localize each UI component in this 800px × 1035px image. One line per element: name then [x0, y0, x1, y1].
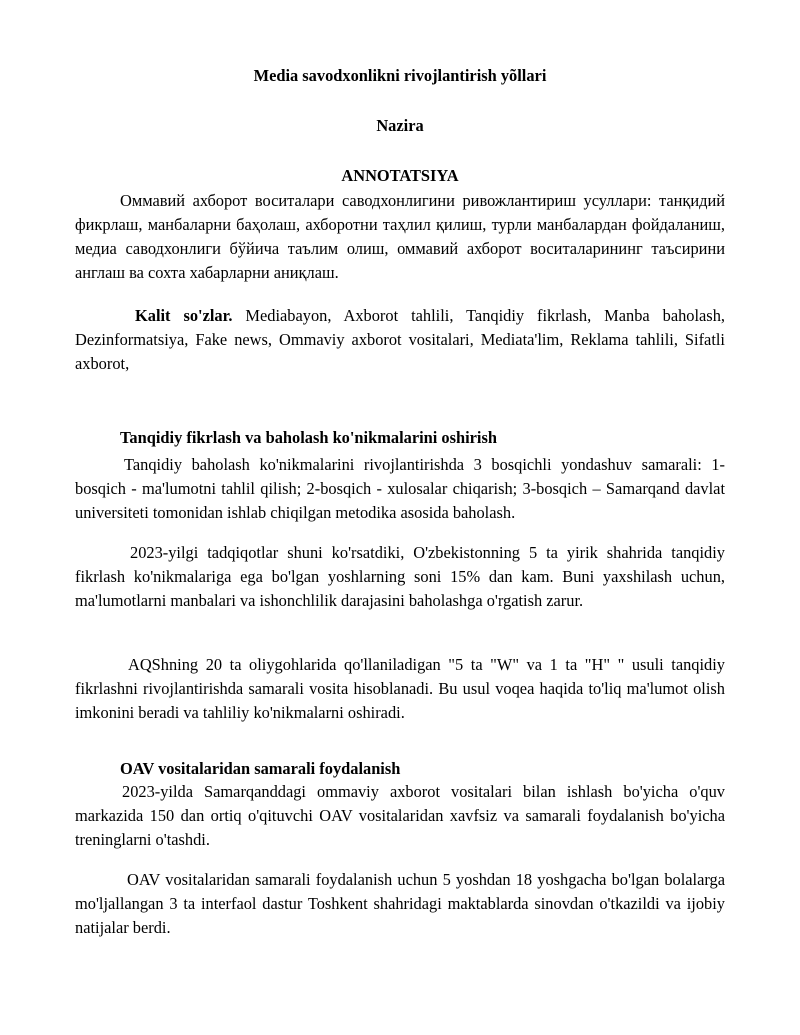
keywords-label: Kalit so'zlar. [135, 306, 233, 325]
section1-paragraph-text: 2023-yilgi tadqiqotlar shuni ko'rsatdiki, O'zbekistonning 5 ta yirik shahrida tanqidiy fikrlash ko'nikmalariga ega bo'lgan yoshlarning soni 15% dan kam. Buni yaxshilash uchun, ma'lumotlarni manbalari va ishonchlilik darajasini baholashga o'rgatish zarur. [75, 543, 725, 610]
section1-heading: Tanqidiy fikrlash va baholash ko'nikmalarini oshirish [120, 428, 497, 447]
section1-paragraph [75, 653, 725, 725]
annotation-heading: ANNOTATSIYA [341, 166, 459, 185]
annotation-text: Оммавий ахборот воситалари саводхонлигини ривожлантириш усуллари: танқидий фикрлаш, манбаларни баҳолаш, ахборотни таҳлил қилиш, турли манбалардан фойдаланиш, медиа саводхонлиги бўйича таълим олиш, оммавий ахборот воситаларининг таъсирини англаш ва сохта хабарларни аниқлаш. [75, 191, 725, 282]
document-author: Nazira [376, 116, 424, 135]
annotation-paragraph [75, 189, 725, 285]
keywords-paragraph [75, 304, 725, 376]
section1-paragraph-text: AQShning 20 ta oliygohlarida qo'llaniladigan "5 ta "W" va 1 ta "H" " usuli tanqidiy fikrlashni rivojlantirishda samarali vosita hisoblanadi. Bu usul voqea haqida to'liq ma'lumot olish imkonini beradi va tahliliy ko'nikmalarni oshiradi. [75, 655, 725, 722]
document-title: Media savodxonlikni rivojlantirish yõllari [253, 66, 547, 85]
section1-paragraph-text: Tanqidiy baholash ko'nikmalarini rivojlantirishda 3 bosqichli yondashuv samarali: 1-bosqich - ma'lumotni tahlil qilish; 2-bosqich - xulosalar chiqarish; 3-bosqich – Samarqand davlat universiteti tomonidan ishlab chiqilgan metodika asosida baholash. [75, 455, 725, 522]
section2-paragraph-text: 2023-yilda Samarqanddagi ommaviy axborot vositalari bilan ishlash bo'yicha o'quv markazida 150 dan ortiq o'qituvchi OAV vositalaridan xavfsiz va samarali foydalanish bo'yicha treninglarni o'tashdi. [75, 782, 725, 849]
section2-paragraph [75, 780, 725, 852]
section1-paragraph [75, 541, 725, 613]
keywords-text: Mediabayon, Axborot tahlili, Tanqidiy fikrlash, Manba baholash, Dezinformatsiya, Fake news, Ommaviy axborot vositalari, Mediata'lim, Reklama tahlili, Sifatli axborot, [75, 306, 725, 373]
section2-heading: OAV vositalaridan samarali foydalanish [120, 759, 401, 778]
section2-paragraph [75, 868, 725, 940]
section2-paragraph-text: OAV vositalaridan samarali foydalanish uchun 5 yoshdan 18 yoshgacha bo'lgan bolalarga mo'ljallangan 3 ta interfaol dastur Toshkent shahridagi maktablarda sinovdan o'tkazildi va ijobiy natijalar berdi. [75, 870, 725, 937]
section1-paragraph [75, 453, 725, 525]
